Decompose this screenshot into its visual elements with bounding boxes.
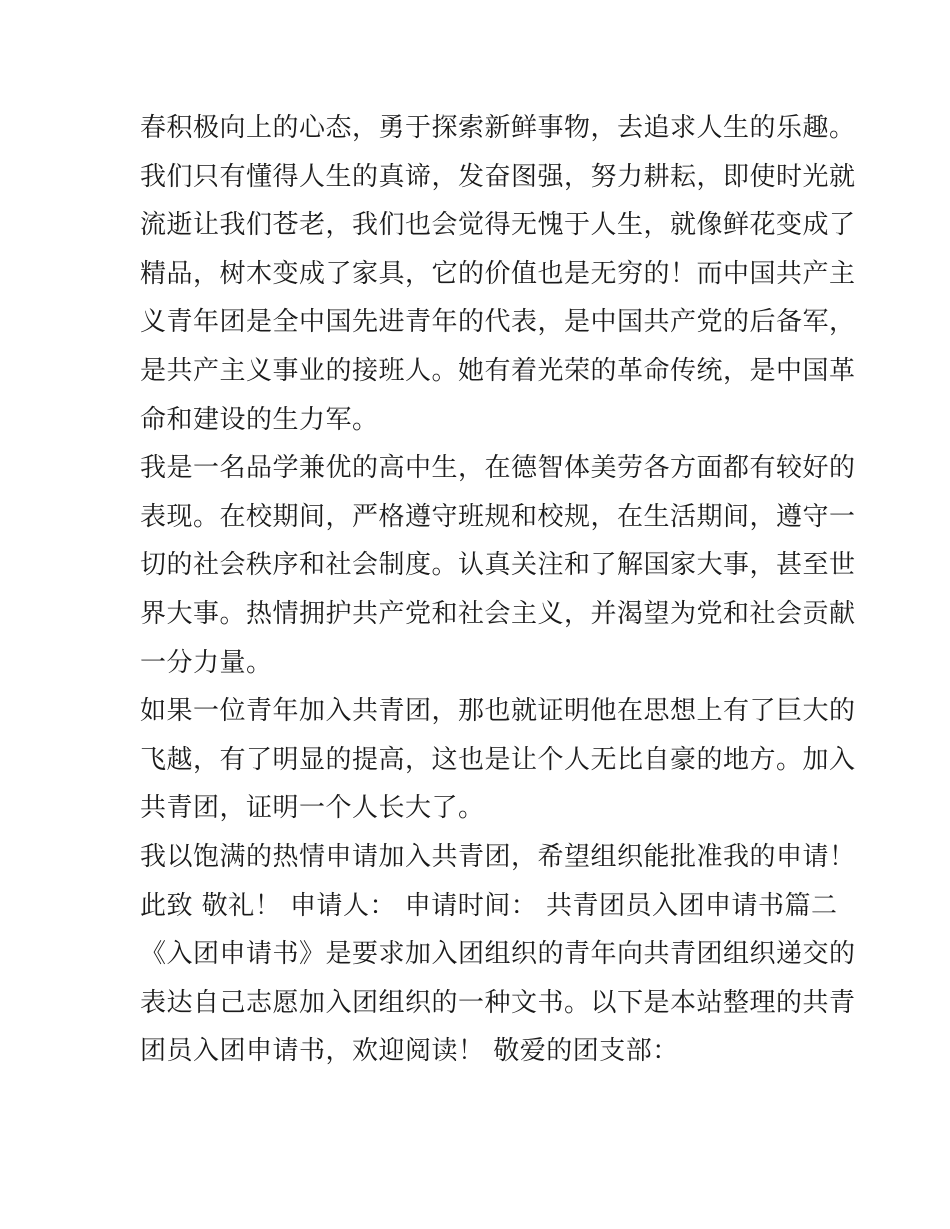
text-line: 我们只有懂得人生的真谛，发奋图强，努力耕耘，即使时光就 (140, 161, 856, 192)
text-line: 界大事。热情拥护共产党和社会主义，并渴望为党和社会贡献 (140, 598, 856, 629)
text-line: 我是一名品学兼优的高中生，在德智体美劳各方面都有较好的 (140, 453, 856, 484)
text-line: 一分力量。 (140, 647, 273, 678)
text-line: 表达自己志愿加入团组织的一种文书。以下是本站整理的共青 (140, 987, 856, 1018)
text-line: 团员入团申请书，欢迎阅读！ 敬爱的团支部： (140, 1036, 679, 1067)
text-line: 流逝让我们苍老，我们也会觉得无愧于人生，就像鲜花变成了 (140, 210, 856, 241)
text-line: 是共产主义事业的接班人。她有着光荣的革命传统，是中国革 (140, 355, 856, 386)
document-body (140, 104, 856, 1076)
text-line: 《入团申请书》是要求加入团组织的青年向共青团组织递交的 (140, 939, 856, 970)
text-line: 春积极向上的心态，勇于探索新鲜事物，去追求人生的乐趣。 (140, 113, 856, 143)
text-line: 飞越，有了明显的提高，这也是让个人无比自豪的地方。加入 (140, 744, 856, 775)
text-line: 精品，树木变成了家具，它的价值也是无穷的！而中国共产主 (140, 258, 856, 289)
text-line: 表现。在校期间，严格遵守班规和校规，在生活期间，遵守一 (140, 501, 856, 532)
text-line: 共青团，证明一个人长大了。 (140, 793, 485, 824)
text-line: 命和建设的生力军。 (140, 404, 379, 435)
text-line: 切的社会秩序和社会制度。认真关注和了解国家大事，甚至世 (140, 550, 856, 581)
text-line: 此致 敬礼！ 申请人： 申请时间： 共青团员入团申请书篇二 (140, 890, 838, 921)
text-line: 我以饱满的热情申请加入共青团，希望组织能批准我的申请！ (140, 841, 856, 872)
text-line: 如果一位青年加入共青团，那也就证明他在思想上有了巨大的 (140, 696, 856, 727)
text-line: 义青年团是全中国先进青年的代表，是中国共产党的后备军， (140, 307, 856, 338)
